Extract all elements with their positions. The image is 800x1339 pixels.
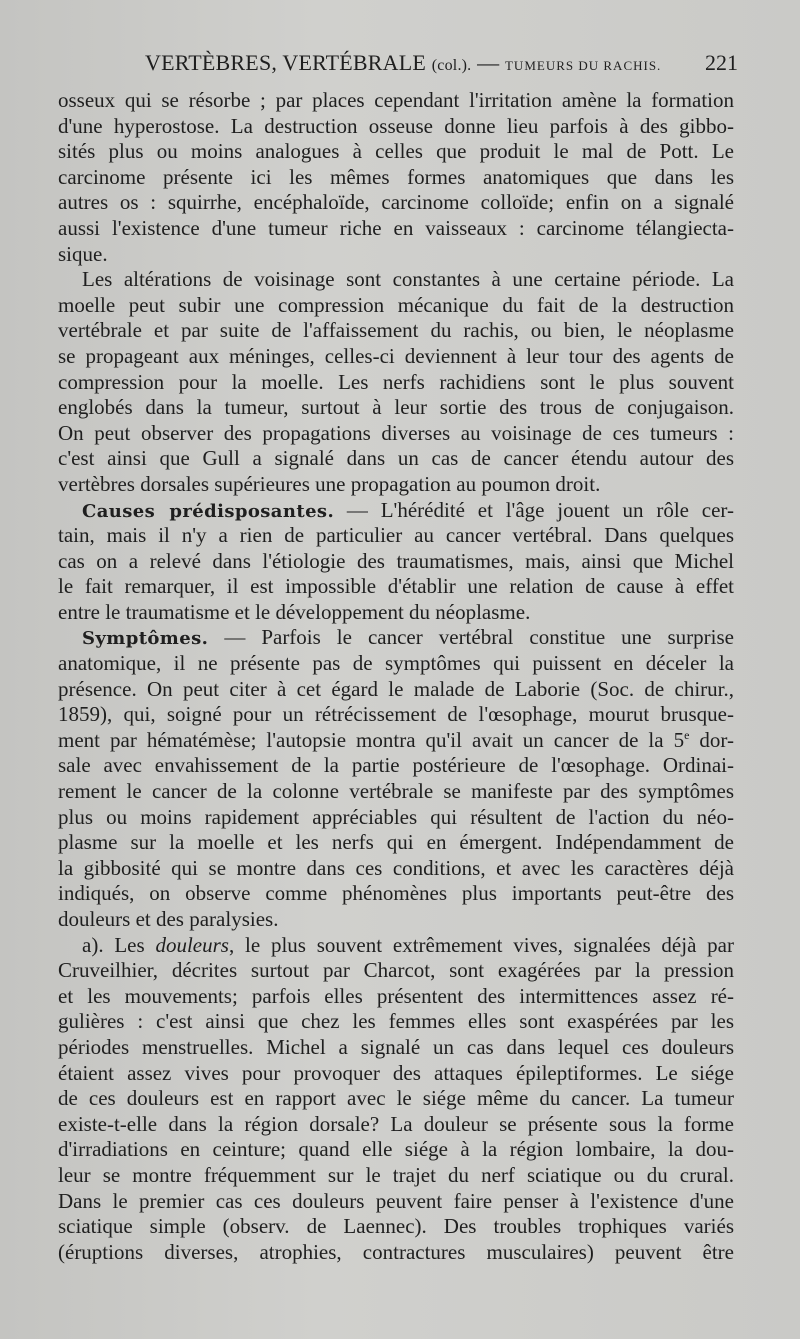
text-line: On peut observer des propagations diverses au voisinage de ces tumeurs : — [58, 420, 734, 445]
text-line: sités plus ou moins analogues à celles que produit le mal de Pott. Le — [58, 139, 734, 164]
text-line: et les mouvements; parfois elles présentent des intermittences assez ré- — [58, 983, 734, 1008]
text-line: la gibbosité qui se montre dans ces conditions, et avec les caractères déjà — [58, 855, 734, 880]
running-header — [60, 50, 740, 84]
text-line: tain, mais il n'y a rien de particulier au cancer vertébral. Dans quelques — [58, 523, 734, 548]
text-line — [58, 933, 734, 959]
text-line: d'irradiations en ceinture; quand elle siége à la région lombaire, la dou- — [58, 1137, 734, 1162]
text-line: Les altérations de voisinage sont constantes à une certaine période. La — [82, 267, 734, 292]
text-line: aussi l'existence d'une tumeur riche en vaisseaux : carcinome télangiecta- — [58, 215, 734, 240]
header-col: (col.). — [431, 57, 472, 74]
text-fragment: a). Les — [82, 932, 156, 957]
text-line: entre le traumatisme et le développement du néoplasme. — [58, 599, 531, 624]
header-title — [145, 50, 661, 76]
text-line: englobés dans la tumeur, surtout à leur sortie des trous de conjugaison. — [58, 395, 734, 420]
text-line: (éruptions diverses, atrophies, contractures musculaires) peuvent être — [58, 1239, 734, 1264]
superscript: e — [684, 727, 690, 742]
text-line: existe-t-elle dans la région dorsale? La douleur se présente sous la forme — [58, 1111, 734, 1136]
text-fragment: — Parfois le cancer vertébral constitue une surprise — [208, 625, 734, 650]
text-line: vertèbres dorsales supérieures une propagation au poumon droit. — [58, 471, 601, 496]
page-number: 221 — [705, 50, 738, 75]
text-line: compression pour la moelle. Les nerfs rachidiens sont le plus souvent — [58, 369, 734, 394]
emphasis: douleurs — [155, 932, 229, 957]
text-line: moelle peut subir une compression mécanique du fait de la destruction — [58, 292, 734, 317]
text-line: sale avec envahissement de la partie postérieure de l'œsophage. Ordinai- — [58, 753, 734, 778]
header-subtitle: TUMEURS DU RACHIS. — [504, 58, 662, 73]
text-line — [58, 728, 734, 754]
text-line: carcinome présente ici les mêmes formes anatomiques que dans les — [58, 164, 734, 189]
text-fragment: ment par hématémèse; l'autopsie montra qu'il avait un cancer de la 5 — [58, 727, 685, 752]
text-fragment: — L'hérédité et l'âge jouent un rôle cer- — [334, 497, 734, 522]
text-line: sique. — [58, 241, 108, 266]
header-title-text: VERTÈBRES, VERTÉBRALE — [145, 50, 427, 75]
text-line: leur se montre fréquemment sur le trajet du nerf sciatique ou du crural. — [58, 1162, 734, 1187]
text-line: rement le cancer de la colonne vertébrale se manifeste par des symptômes — [58, 779, 734, 804]
text-line: cas on a relevé dans l'étiologie des traumatismes, mais, ainsi que Michel — [58, 548, 734, 573]
text-line: 1859), qui, soigné pour un rétrécissement de l'œsophage, mourut brusque- — [58, 702, 734, 727]
body-text — [58, 88, 734, 1265]
text-line: étaient assez vives pour provoquer des attaques épileptiformes. Le siége — [58, 1060, 734, 1085]
section-heading-causes: Causes prédisposantes. — [82, 500, 335, 522]
text-fragment: , le plus souvent extrêmement vives, signalées déjà par — [228, 932, 734, 957]
text-line: de ces douleurs est en rapport avec le siége même du cancer. La tumeur — [58, 1086, 734, 1111]
text-line: indiqués, on observe comme phénomènes plus importants peut-être des — [58, 881, 734, 906]
text-line: anatomique, il ne présente pas de symptômes qui puissent en déceler la — [58, 651, 734, 676]
text-line: se propageant aux méninges, celles-ci deviennent à leur tour des agents de — [58, 343, 734, 368]
header-dash: — — [477, 50, 500, 75]
text-line: autres os : squirrhe, encéphaloïde, carcinome colloïde; enfin on a signalé — [58, 190, 734, 215]
text-line: Cruveilhier, décrites surtout par Charcot, sont exagérées par la pression — [58, 958, 734, 983]
text-line: le fait remarquer, il est impossible d'établir une relation de cause à effet — [58, 574, 734, 599]
text-line: osseux qui se résorbe ; par places cependant l'irritation amène la formation — [58, 88, 734, 112]
section-heading-symptomes: Symptômes. — [82, 628, 209, 650]
text-line: sciatique simple (observ. de Laennec). Des troubles trophiques variés — [58, 1214, 734, 1239]
text-line: plasme sur la moelle et les nerfs qui en émergent. Indépendamment de — [58, 830, 734, 855]
text-line: périodes menstruelles. Michel a signalé un cas dans lequel ces douleurs — [58, 1034, 734, 1059]
text-line: vertébrale et par suite de l'affaissement du rachis, ou bien, le néoplasme — [58, 318, 734, 343]
text-fragment: dor- — [689, 727, 734, 752]
text-line — [58, 498, 734, 524]
text-line — [58, 625, 734, 651]
text-line: c'est ainsi que Gull a signalé dans un cas de cancer étendu autour des — [58, 446, 734, 471]
text-line: plus ou moins rapidement appréciables qui résultent de l'action du néo- — [58, 804, 734, 829]
text-line: gulières : c'est ainsi que chez les femmes elles sont exaspérées par les — [58, 1009, 734, 1034]
text-line: douleurs et des paralysies. — [58, 907, 279, 931]
text-line: Dans le premier cas ces douleurs peuvent faire penser à l'existence d'une — [58, 1188, 734, 1213]
text-line: d'une hyperostose. La destruction osseuse donne lieu parfois à des gibbo- — [58, 113, 734, 138]
text-line: présence. On peut citer à cet égard le malade de Laborie (Soc. de chirur., — [58, 676, 734, 701]
